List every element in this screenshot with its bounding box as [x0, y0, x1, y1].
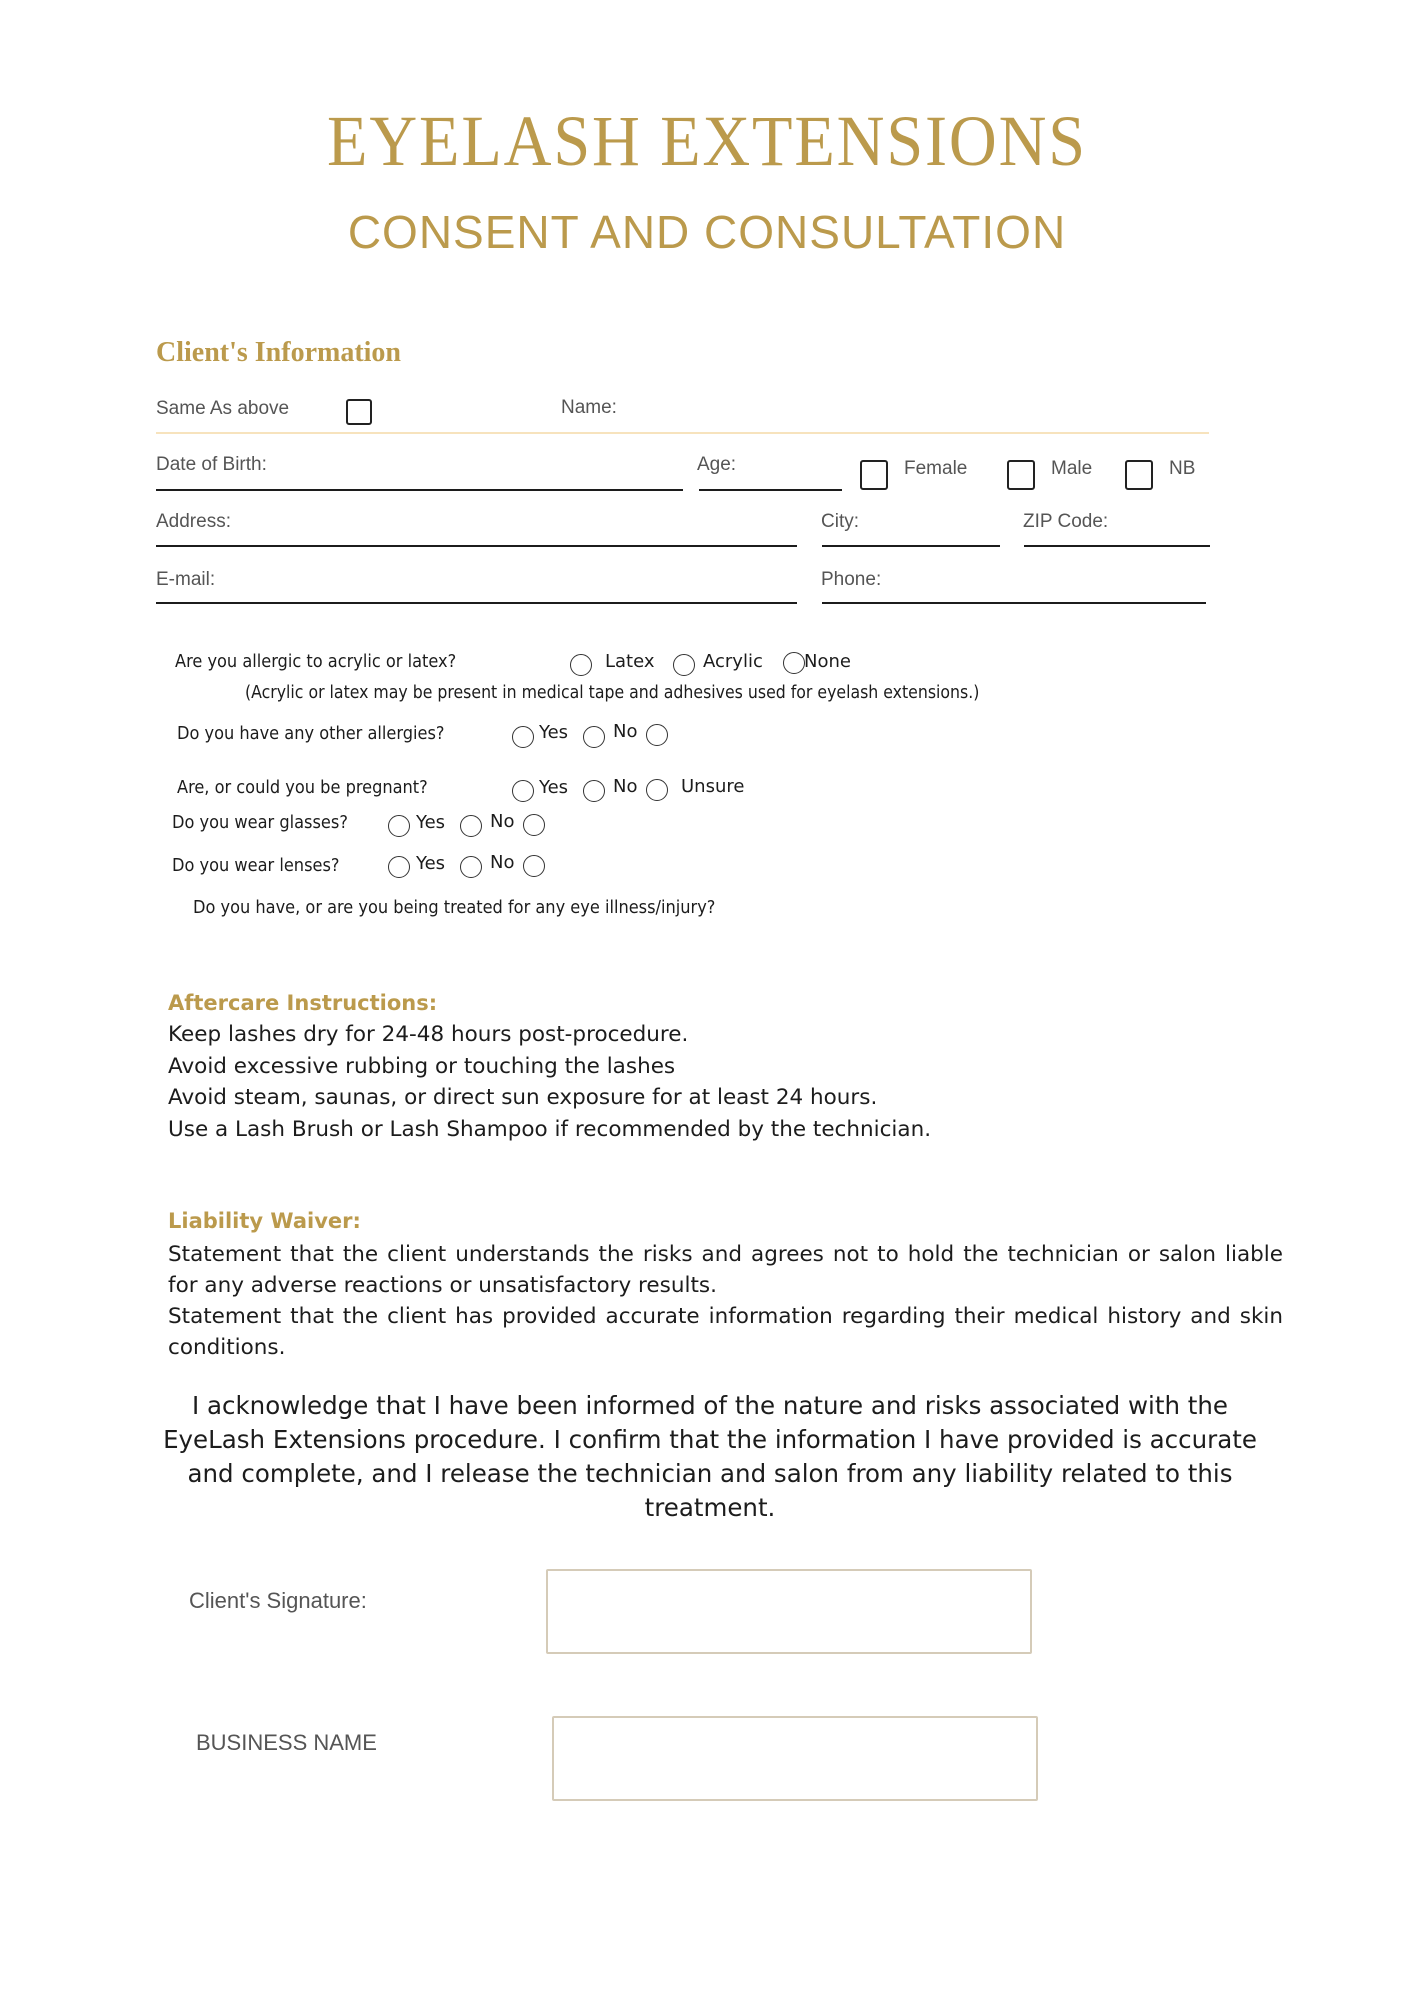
- client-info-heading: Client's Information: [156, 337, 401, 368]
- glasses-extra-radio[interactable]: [523, 814, 545, 836]
- allergy-note: (Acrylic or latex may be present in medical tape and adhesives used for eyelash extensions.): [245, 683, 980, 703]
- pregnant-question: Are, or could you be pregnant?: [177, 777, 428, 798]
- female-label: Female: [904, 458, 968, 479]
- glasses-no-label: No: [490, 811, 515, 832]
- age-field[interactable]: [699, 489, 842, 491]
- name-field-divider[interactable]: [156, 432, 1209, 434]
- aftercare-heading: Aftercare Instructions:: [168, 991, 438, 1015]
- female-checkbox[interactable]: [860, 460, 888, 490]
- city-label: City:: [821, 511, 859, 532]
- dob-field[interactable]: [156, 489, 683, 491]
- lenses-no-radio[interactable]: [460, 856, 482, 878]
- liability-statement: Statement that the client understands the risks and agrees not to hold the technician or salon liable for any adverse reactions or unsatisfactory results.: [168, 1242, 1283, 1298]
- male-label: Male: [1051, 458, 1093, 479]
- pregnant-yes-label: Yes: [539, 777, 569, 798]
- none-label: None: [804, 651, 851, 672]
- lenses-yes-radio[interactable]: [388, 856, 410, 878]
- nb-label: NB: [1169, 458, 1196, 479]
- phone-field[interactable]: [822, 602, 1206, 604]
- acrylic-radio[interactable]: [673, 654, 695, 676]
- lenses-question: Do you wear lenses?: [172, 855, 340, 876]
- aftercare-line: Use a Lash Brush or Lash Shampoo if recommended by the technician.: [168, 1117, 932, 1142]
- pregnant-no-label: No: [613, 776, 638, 797]
- acrylic-label: Acrylic: [703, 651, 763, 672]
- same-as-above-checkbox[interactable]: [346, 399, 372, 425]
- allergy-question: Are you allergic to acrylic or latex?: [175, 651, 457, 672]
- email-field[interactable]: [156, 602, 797, 604]
- business-name-label: BUSINESS NAME: [196, 1730, 377, 1755]
- email-label: E-mail:: [156, 569, 216, 590]
- address-field[interactable]: [156, 545, 797, 547]
- glasses-no-radio[interactable]: [460, 815, 482, 837]
- client-signature-label: Client's Signature:: [189, 1588, 367, 1613]
- latex-radio[interactable]: [570, 654, 592, 676]
- aftercare-line: Keep lashes dry for 24-48 hours post-procedure.: [168, 1022, 689, 1047]
- city-field[interactable]: [822, 545, 1000, 547]
- other-allergies-extra-radio[interactable]: [646, 724, 668, 746]
- aftercare-line: Avoid excessive rubbing or touching the lashes: [168, 1054, 676, 1079]
- acknowledgement-text: I acknowledge that I have been informed of the nature and risks associated with the EyeLash Extensions procedure. I confirm that the information I have provided is accurate and complete, and I release the technician and salon from any liability related to this treatment.: [163, 1391, 1257, 1522]
- other-allergies-question: Do you have any other allergies?: [177, 723, 445, 744]
- aftercare-line: Avoid steam, saunas, or direct sun exposure for at least 24 hours.: [168, 1085, 878, 1110]
- latex-label: Latex: [605, 651, 655, 672]
- male-checkbox[interactable]: [1007, 460, 1035, 490]
- liability-statement: Statement that the client has provided accurate information regarding their medical history and skin conditions.: [168, 1304, 1283, 1360]
- pregnant-unsure-label: Unsure: [681, 776, 745, 797]
- document-subtitle: CONSENT AND CONSULTATION: [347, 206, 1067, 258]
- glasses-question: Do you wear glasses?: [172, 812, 348, 833]
- address-label: Address:: [156, 511, 231, 532]
- same-as-above-label: Same As above: [156, 398, 290, 419]
- client-signature-field[interactable]: [546, 1569, 1032, 1654]
- glasses-yes-radio[interactable]: [388, 815, 410, 837]
- pregnant-yes-radio[interactable]: [512, 780, 534, 802]
- business-name-field[interactable]: [552, 1716, 1038, 1801]
- other-allergies-no-label: No: [613, 721, 638, 742]
- phone-label: Phone:: [821, 569, 882, 590]
- zip-label: ZIP Code:: [1023, 511, 1109, 532]
- lenses-extra-radio[interactable]: [523, 855, 545, 877]
- other-allergies-yes-radio[interactable]: [512, 726, 534, 748]
- pregnant-no-radio[interactable]: [583, 780, 605, 802]
- other-allergies-no-radio[interactable]: [583, 726, 605, 748]
- none-radio[interactable]: [783, 652, 805, 674]
- other-allergies-yes-label: Yes: [539, 722, 569, 743]
- nb-checkbox[interactable]: [1125, 460, 1153, 490]
- document-title: EYELASH EXTENSIONS: [327, 101, 1087, 181]
- eye-illness-question: Do you have, or are you being treated for any eye illness/injury?: [193, 897, 716, 918]
- glasses-yes-label: Yes: [416, 812, 446, 833]
- dob-label: Date of Birth:: [156, 454, 267, 475]
- age-label: Age:: [697, 454, 737, 475]
- liability-heading: Liability Waiver:: [168, 1209, 361, 1233]
- name-label: Name:: [561, 397, 617, 418]
- pregnant-unsure-radio[interactable]: [646, 779, 668, 801]
- lenses-yes-label: Yes: [416, 853, 446, 874]
- zip-field[interactable]: [1024, 545, 1210, 547]
- lenses-no-label: No: [490, 852, 515, 873]
